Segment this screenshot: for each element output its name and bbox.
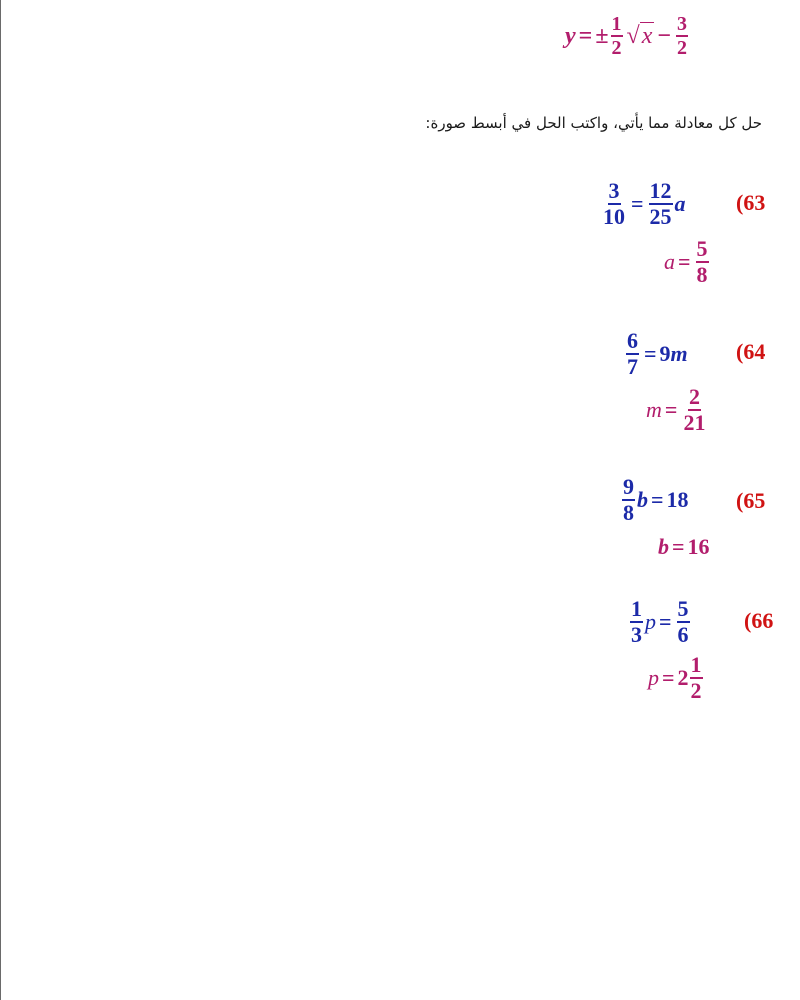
p64-sol-denominator: 21 [683,410,706,435]
top-eq-constant-fraction [676,14,688,58]
p63-sol-numerator: 5 [696,236,708,261]
p66-equals: = [659,609,672,634]
problem-65-solution [658,534,710,560]
problem-63-number: (63 [736,190,766,215]
problem-66-solution [648,654,705,702]
p66-variable: p [645,609,656,634]
top-eq-coef-numerator: 1 [611,13,622,35]
p66-coef-fraction [630,598,643,646]
top-equation [565,14,690,58]
top-eq-plusminus: ± [595,22,609,49]
p65-coef-fraction [622,476,635,524]
p65-sol-value: 16 [687,534,710,559]
p63-lhs-fraction [602,180,626,228]
page-left-border [0,0,1,1000]
p66-sol-numerator: 1 [690,652,702,677]
sqrt-icon: √ [626,22,640,49]
p66-rhs-numerator: 5 [677,596,689,621]
p63-sol-equals: = [678,249,691,274]
problem-64-number: (64 [736,339,766,364]
p66-rhs-fraction [677,598,690,646]
p64-lhs-denominator: 7 [627,354,638,379]
p65-coef-denominator: 8 [623,500,634,525]
p64-rhs: 9 [659,341,671,366]
p63-lhs-numerator: 3 [608,178,620,203]
p64-equals: = [644,341,657,366]
p63-sol-fraction [696,238,709,286]
p66-sol-denominator: 2 [690,678,702,703]
p66-sol-equals: = [662,665,675,690]
p66-rhs-denominator: 6 [677,622,689,647]
p65-sol-variable: b [658,534,669,559]
p65-coef-numerator: 9 [623,474,634,499]
p64-variable: m [670,341,688,366]
p66-sol-whole: 2 [677,665,689,690]
p64-sol-equals: = [664,397,678,422]
p63-rhs-numerator: 12 [649,178,672,203]
p63-equals: = [631,191,644,216]
problem-63-solution [664,238,711,286]
top-eq-minus: − [657,22,672,49]
top-eq-coef-denominator: 2 [611,37,622,59]
p65-sol-equals: = [672,534,685,559]
problem-65-equation [620,476,689,524]
p64-lhs-fraction [626,330,639,378]
p65-rhs: 18 [666,487,689,512]
problem-63-equation [600,180,686,228]
p63-variable: a [674,191,686,216]
p66-coef-denominator: 3 [631,622,642,647]
top-eq-equals: = [578,22,593,49]
instruction-text: حل كل معادلة مما يأتي، واكتب الحل في أبسط صورة: [425,114,762,132]
problem-64-equation [624,330,688,378]
p66-coef-numerator: 1 [631,596,642,621]
problem-64-solution [646,386,708,434]
top-eq-const-numerator: 3 [677,13,688,35]
problem-66-equation [628,598,692,646]
problem-65-number: (65 [736,488,766,513]
p65-variable: b [637,487,648,512]
p64-sol-fraction [682,386,706,434]
p63-lhs-denominator: 10 [603,204,625,229]
p66-sol-variable: p [648,665,659,690]
p66-sol-fraction [690,654,703,702]
problem-66-number: (66 [744,608,774,633]
p63-sol-variable: a [664,249,675,274]
p64-sol-numerator: 2 [688,384,700,409]
top-eq-coefficient-fraction [611,14,623,58]
top-eq-lhs: y [565,22,576,49]
p63-rhs-denominator: 25 [649,204,672,229]
p63-sol-denominator: 8 [696,262,708,287]
p64-lhs-numerator: 6 [627,328,638,353]
p65-equals: = [651,487,664,512]
p64-sol-variable: m [646,397,662,422]
top-eq-const-denominator: 2 [677,37,688,59]
top-eq-radicand: x [641,23,653,49]
p63-rhs-fraction [649,180,673,228]
